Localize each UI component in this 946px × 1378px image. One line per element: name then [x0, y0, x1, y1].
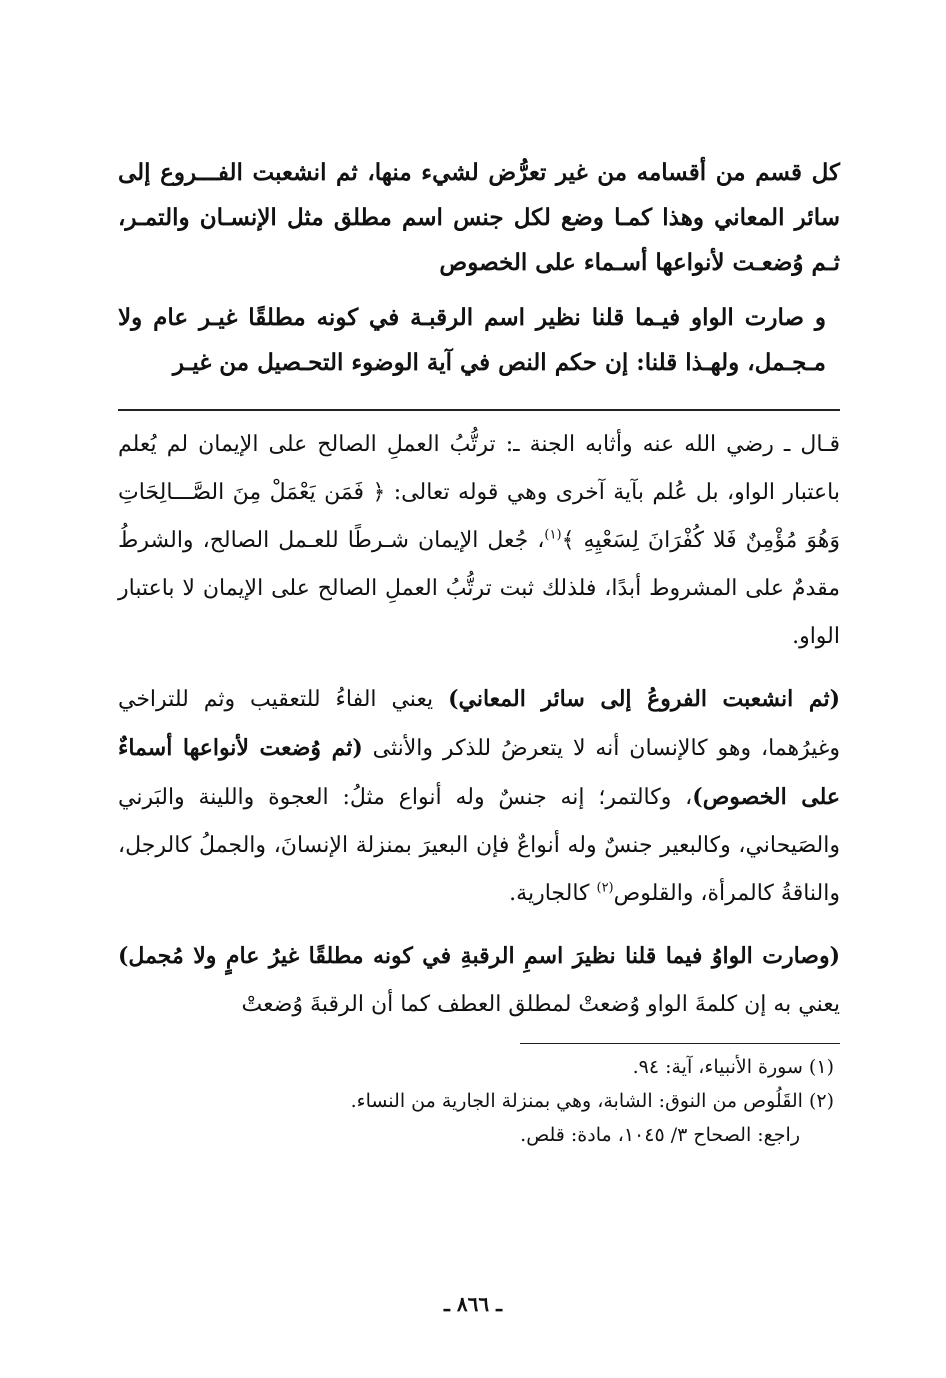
footnote-divider [520, 1043, 840, 1044]
commentary-paragraph-1 [118, 421, 840, 661]
footnote-2-continuation: راجع: الصحاح ٣/ ١٠٤٥، مادة: قلص. [520, 1124, 800, 1146]
page-body [118, 150, 840, 1152]
commentary-paragraph-3 [118, 932, 840, 1029]
main-text-paragraph-1: كل قسم من أقسامه من غير تعرُّض لشيء منها، ثم انشعبت الفـــروع إلى سائر المعاني وهذا كمـا وضع لكل جنس اسم مطلق مثل الإنسـان والتمـر، ثـم وُضعـت لأنواعها أسـماء على الخصوص [118, 159, 840, 276]
footnotes [118, 1050, 834, 1152]
main-divider [118, 409, 840, 411]
page-number: ـ ٨٦٦ ـ [444, 1292, 502, 1316]
footnote-ref-1: (١) [544, 527, 562, 543]
main-text [118, 150, 840, 385]
quoted-matn-2: (ثم وُضعت لأنواعها أسماءٌ على الخصوص) [118, 735, 840, 810]
commentary-p2-text-1: يعني الفاءُ للتعقيب وثم للتراخي وغيرُهما، وهو كالإنسان أنه لا يتعرضُ للذكر والأنثى [118, 687, 840, 761]
commentary-p3-text: يعني به إن كلمةَ الواو وُضعتْ لمطلق العطف كما أن الرقبةَ وُضعتْ [241, 992, 840, 1017]
commentary-p2-text-3: كالجارية. [509, 881, 597, 906]
commentary-p1-rest: ، جُعل الإيمان شـرطًا للعـمل الصالح، والشرطُ مقدمٌ على المشروط أبدًا، فلذلك ثبت ترتُّبُ العملِ الصالح على الإيمان لا باعتبار الواو. [118, 528, 840, 649]
footnote-2: (٢) القَلُوص من النوق: الشابة، وهي بمنزلة الجارية من النساء. [350, 1090, 834, 1112]
footnote-ref-2: (٢) [596, 880, 614, 896]
footnote-1: (١) سورة الأنبياء، آية: ٩٤. [632, 1056, 834, 1078]
quoted-matn-1: (ثم انشعبت الفروعُ إلى سائر المعاني) [448, 686, 840, 712]
commentary-paragraph-2 [118, 675, 840, 918]
main-text-paragraph-2: و صارت الواو فيـما قلنا نظير اسم الرقبـة في كونه مطلقًا غيـر عام ولا مـجـمل، ولهـذا قلنا: إن حكم النص في آية الوضوء التحـصيل من غيـر [118, 304, 826, 376]
commentary-p2-text-2: ، وكالتمر؛ إنه جنسٌ وله أنواع مثلُ: العجوة واللينة والبَرني والصَيحاني، وكالبعير جنسٌ وله أنواعٌ فإن البعيرَ بمنزلة الإنسانَ، والجملُ كالرجل، والناقةُ كالمرأة، والقلوص [118, 785, 840, 906]
commentary-p1-text: قـال ـ رضي الله عنه وأثابه الجنة ـ: ترتُّبُ العملِ الصالح على الإيمان لم يُعلم باعتبار الواو، بل عُلم بآية آخرى وهي قوله تعالى: ﴿ فَمَن يَعْمَلْ مِنَ الصَّـــالِحَاتِ وَهُوَ مُؤْمِنٌ فَلا كُفْرَانَ لِسَعْيِهِ ﴾ [118, 432, 840, 553]
quoted-matn-3: (وصارت الواوُ فيما قلنا نظيرَ اسمِ الرقبةِ في كونه مطلقًا غيرُ عامٍ ولا مُجمل) [118, 943, 840, 969]
commentary-text [118, 421, 840, 1029]
